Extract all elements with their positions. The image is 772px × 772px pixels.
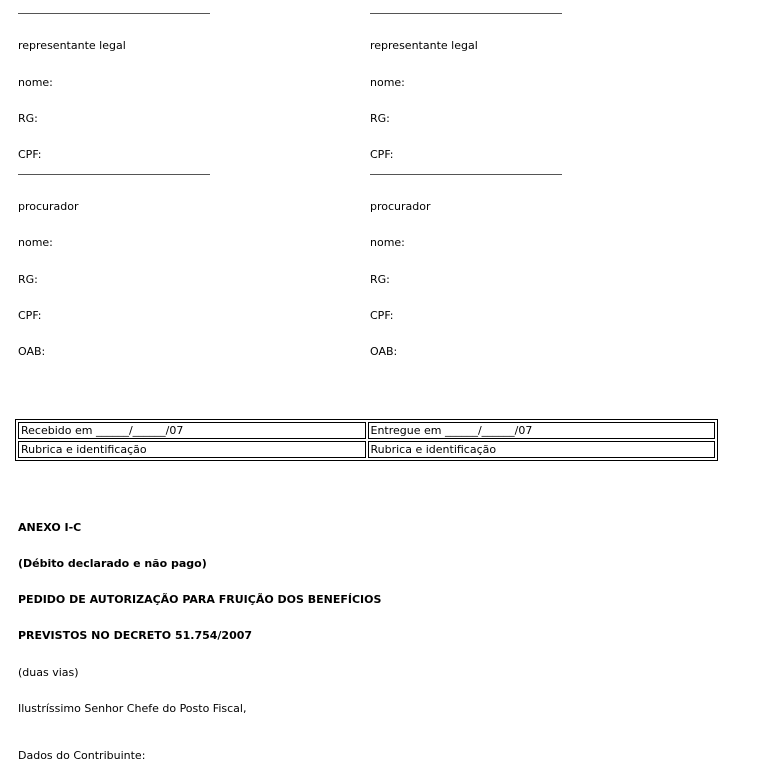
table-row	[18, 422, 715, 439]
rep-rg-right: RG:	[370, 112, 390, 125]
rep-rg-left: RG:	[18, 112, 38, 125]
proc-nome-right: nome:	[370, 236, 405, 249]
rep-nome-left: nome:	[18, 76, 53, 89]
annex-title: ANEXO I-C	[18, 521, 82, 534]
rep-cpf-right: CPF:	[370, 148, 394, 161]
rubric-left-cell: Rubrica e identificação	[18, 441, 366, 458]
rep-nome-right: nome:	[370, 76, 405, 89]
proc-cpf-left: CPF:	[18, 309, 42, 322]
signature-line-right-rep	[370, 13, 562, 14]
signature-line-left-proc	[18, 174, 210, 175]
received-cell: Recebido em ______/______/07	[18, 422, 366, 439]
copies-note: (duas vias)	[18, 666, 79, 679]
rep-cpf-left: CPF:	[18, 148, 42, 161]
annex-heading-line1: PEDIDO DE AUTORIZAÇÃO PARA FRUIÇÃO DOS BENEFÍCIOS	[18, 593, 382, 606]
rubric-right-cell: Rubrica e identificação	[368, 441, 716, 458]
proc-rg-left: RG:	[18, 273, 38, 286]
proc-oab-left: OAB:	[18, 345, 46, 358]
proc-title-right: procurador	[370, 200, 431, 213]
receipt-table	[15, 419, 718, 461]
delivered-cell: Entregue em ______/______/07	[368, 422, 716, 439]
taxpayer-section-label: Dados do Contribuinte:	[18, 749, 146, 762]
proc-rg-right: RG:	[370, 273, 390, 286]
annex-heading-line2: PREVISTOS NO DECRETO 51.754/2007	[18, 629, 253, 642]
proc-nome-left: nome:	[18, 236, 53, 249]
proc-cpf-right: CPF:	[370, 309, 394, 322]
signature-line-left-rep	[18, 13, 210, 14]
signature-line-right-proc	[370, 174, 562, 175]
annex-subtitle: (Débito declarado e não pago)	[18, 557, 207, 570]
rep-title-right: representante legal	[370, 39, 478, 52]
salutation: Ilustríssimo Senhor Chefe do Posto Fiscal,	[18, 702, 247, 715]
table-row	[18, 441, 715, 458]
proc-oab-right: OAB:	[370, 345, 398, 358]
rep-title-left: representante legal	[18, 39, 126, 52]
proc-title-left: procurador	[18, 200, 79, 213]
